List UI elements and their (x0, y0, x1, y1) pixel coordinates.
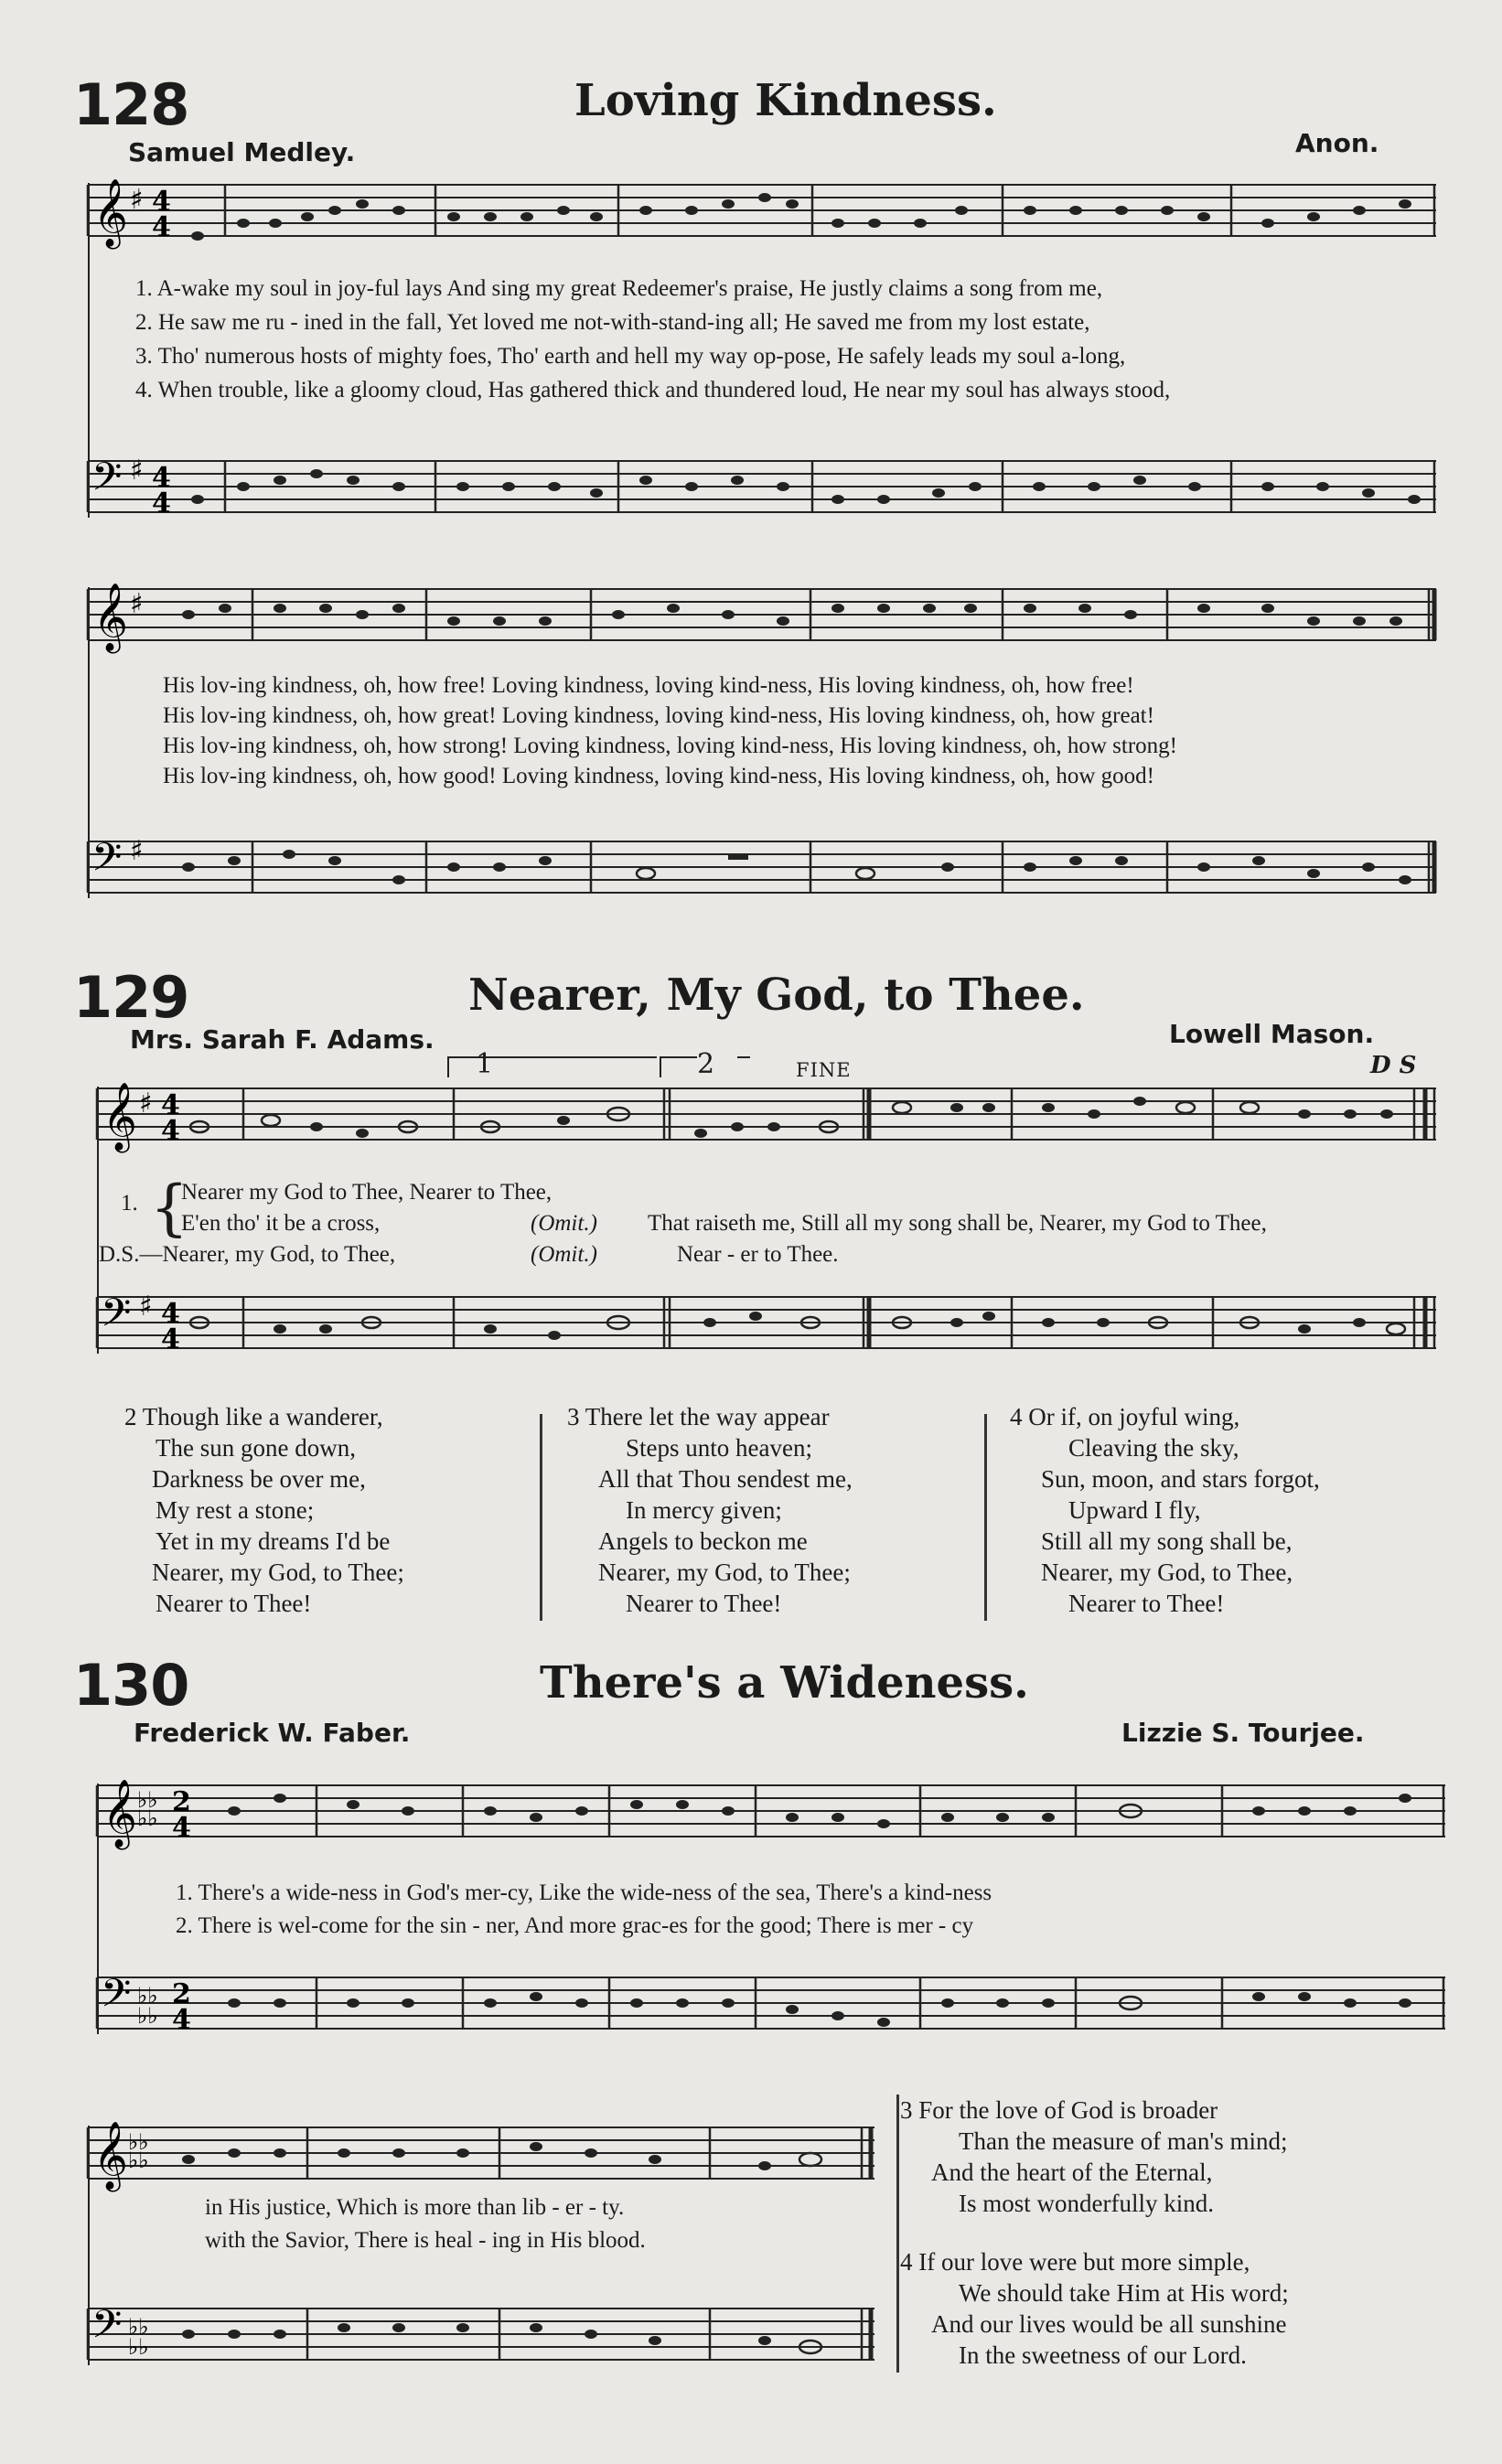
svg-text:♯: ♯ (130, 455, 144, 487)
author-credit: Mrs. Sarah F. Adams. (130, 1024, 435, 1055)
lyric-line: That raiseth me, Still all my song shall be, Nearer, my God to Thee, (648, 1211, 1267, 1236)
omit-marker: (Omit.) (531, 1211, 597, 1236)
svg-text:4: 4 (161, 1089, 180, 1121)
verse-number: 2. (135, 310, 153, 335)
refrain-line: His lov-ing kindness, oh, how great! Loving kindness, loving kind-ness, His loving kindness, oh, how great! (163, 703, 1154, 728)
fine-marker: FINE (796, 1059, 852, 1081)
svg-text:4: 4 (152, 487, 171, 520)
refrain-line: His lov-ing kindness, oh, how good! Loving kindness, loving kind-ness, His loving kindness, oh, how good! (163, 764, 1155, 788)
ds-lyric-line: D.S.—Nearer, my God, to Thee, (99, 1242, 396, 1267)
refrain-line: His lov-ing kindness, oh, how free! Loving kindness, loving kind-ness, His loving kindness, oh, how free! (163, 673, 1134, 698)
verse-text: Tho' numerous hosts of mighty foes, Tho' earth and hell my way op-pose, He safely leads my soul a-long, (157, 344, 1126, 369)
verse-line: 2. There is wel-come for the sin - ner, And more grac-es for the good; There is mer - cy (176, 1913, 974, 1938)
refrain-line: His lov-ing kindness, oh, how strong! Loving kindness, loving kind-ness, His loving kindness, oh, how strong! (163, 734, 1178, 758)
svg-text:♭♭: ♭♭ (137, 1983, 158, 2009)
refrain-lines (163, 673, 1177, 794)
svg-text:4: 4 (161, 1115, 180, 1147)
ds-marker: D S (1370, 1052, 1417, 1079)
verse-line: 1. There's a wide-ness in God's mer-cy, Like the wide-ness of the sea, There's a kind-ness (176, 1880, 992, 1905)
hymn-number: 129 (73, 964, 189, 1031)
second-ending: 2 (697, 1048, 715, 1080)
svg-text:4: 4 (161, 1298, 180, 1330)
treble-clef-icon: 𝄞 (102, 1780, 137, 1848)
verse-line: with the Savior, There is heal - ing in His blood. (205, 2228, 646, 2253)
verse-line: in His justice, Which is more than lib - er - ty. (205, 2195, 625, 2220)
column-divider (540, 1414, 542, 1621)
author-credit: Frederick W. Faber. (134, 1718, 411, 1748)
bass-clef-icon: 𝄢 (91, 455, 123, 509)
treble-clef-icon: 𝄞 (102, 1083, 137, 1151)
lyric-line: E'en tho' it be a cross, (181, 1211, 381, 1236)
hymn-title: Nearer, My God, to Thee. (468, 970, 1085, 1021)
verse-text: He saw me ru - ined in the fall, Yet loved me not-with-stand-ing all; He saved me from my lost estate, (158, 310, 1090, 335)
svg-text:♯: ♯ (139, 1087, 153, 1120)
treble-staff (88, 2124, 874, 2188)
hymn-title: Loving Kindness. (574, 75, 997, 126)
bass-clef-icon: 𝄢 (101, 1971, 132, 2026)
verse-number: 1. (121, 1191, 138, 1216)
bass-staff (88, 2302, 874, 2369)
verse-text: When trouble, like a gloomy cloud, Has gathered thick and thundered loud, He near my soul has always stood, (157, 378, 1171, 402)
bass-clef-icon: 𝄢 (91, 835, 123, 890)
svg-text:4: 4 (161, 1323, 180, 1355)
verse-text: A-wake my soul in joy-ful lays And sing my great Redeemer's praise, He justly claims a song from me, (156, 276, 1103, 301)
bass-clef-icon: 𝄢 (91, 2302, 123, 2357)
bass-staff (97, 1293, 1436, 1357)
omit-marker: (Omit.) (531, 1242, 597, 1267)
svg-text:2: 2 (172, 1786, 191, 1818)
treble-staff (88, 181, 1436, 245)
svg-text:♯: ♯ (130, 184, 144, 216)
treble-staff (97, 1782, 1445, 1846)
svg-text:4: 4 (172, 2004, 191, 2036)
hymn-number: 130 (73, 1652, 189, 1719)
svg-text:♭♭: ♭♭ (128, 2334, 149, 2360)
svg-text:♯: ♯ (130, 588, 144, 620)
stanza: 2 Though like a wanderer, The sun gone down, Darkness be over me, My rest a stone; Yet in my dreams I'd be Nearer, my God, to Thee; Nearer to Thee! (124, 1403, 404, 1617)
treble-clef-icon: 𝄞 (93, 584, 128, 651)
svg-text:4: 4 (152, 186, 171, 218)
treble-staff (97, 1085, 1436, 1149)
svg-text:2: 2 (172, 1978, 191, 2010)
verse-number: 4. (135, 378, 153, 402)
treble-clef-icon: 𝄞 (93, 2122, 128, 2190)
ds-lyric-end: Near - er to Thee. (677, 1242, 839, 1267)
verse-number: 3. (135, 344, 153, 369)
verse-number: 1. (135, 276, 153, 301)
svg-text:♭♭: ♭♭ (128, 2148, 149, 2173)
author-credit: Samuel Medley. (128, 137, 356, 167)
svg-text:♯: ♯ (130, 835, 144, 867)
composer-credit: Lizzie S. Tourjee. (1121, 1718, 1365, 1748)
svg-text:4: 4 (152, 462, 171, 494)
verse-lines (135, 276, 1170, 412)
composer-credit: Lowell Mason. (1169, 1019, 1375, 1049)
bass-staff (88, 835, 1436, 902)
column-divider (984, 1414, 987, 1621)
hymn-title: There's a Wideness. (540, 1657, 1029, 1709)
svg-text:♭♭: ♭♭ (137, 2003, 158, 2029)
stanza: 4 Or if, on joyful wing, Cleaving the sky, Sun, moon, and stars forgot, Upward I fly, Still all my song shall be, Nearer, my God, to Thee, Nearer to Thee! (1010, 1403, 1320, 1617)
svg-text:♭♭: ♭♭ (128, 2129, 149, 2155)
svg-text:♯: ♯ (139, 1291, 153, 1323)
first-ending: 1 (476, 1048, 494, 1080)
svg-text:♭♭: ♭♭ (137, 1805, 158, 1831)
stanza: 3 For the love of God is broader Than the measure of man's mind; And the heart of the Eternal, Is most wonderfully kind. (900, 2096, 1288, 2217)
lyric-line: Nearer my God to Thee, Nearer to Thee, (181, 1180, 553, 1205)
composer-credit: Anon. (1295, 128, 1379, 158)
treble-staff (88, 585, 1436, 649)
bass-clef-icon: 𝄢 (101, 1291, 132, 1345)
svg-text:♭♭: ♭♭ (128, 2314, 149, 2340)
hymn-number: 128 (73, 71, 189, 138)
column-divider (896, 2094, 899, 2373)
stanza: 3 There let the way appear Steps unto heaven; All that Thou sendest me, In mercy given; Angels to beckon me Nearer, my God, to Thee; Nearer to Thee! (567, 1403, 853, 1617)
treble-clef-icon: 𝄞 (93, 179, 128, 247)
svg-text:4: 4 (152, 211, 171, 243)
brace-icon: { (150, 1173, 188, 1243)
bass-staff (88, 457, 1436, 521)
stanza: 4 If our love were but more simple, We should take Him at His word; And our lives would be all sunshine In the sweetness of our Lord. (900, 2248, 1289, 2369)
svg-text:♭♭: ♭♭ (137, 1787, 158, 1813)
bass-staff (97, 1971, 1445, 2038)
svg-text:4: 4 (172, 1812, 191, 1844)
